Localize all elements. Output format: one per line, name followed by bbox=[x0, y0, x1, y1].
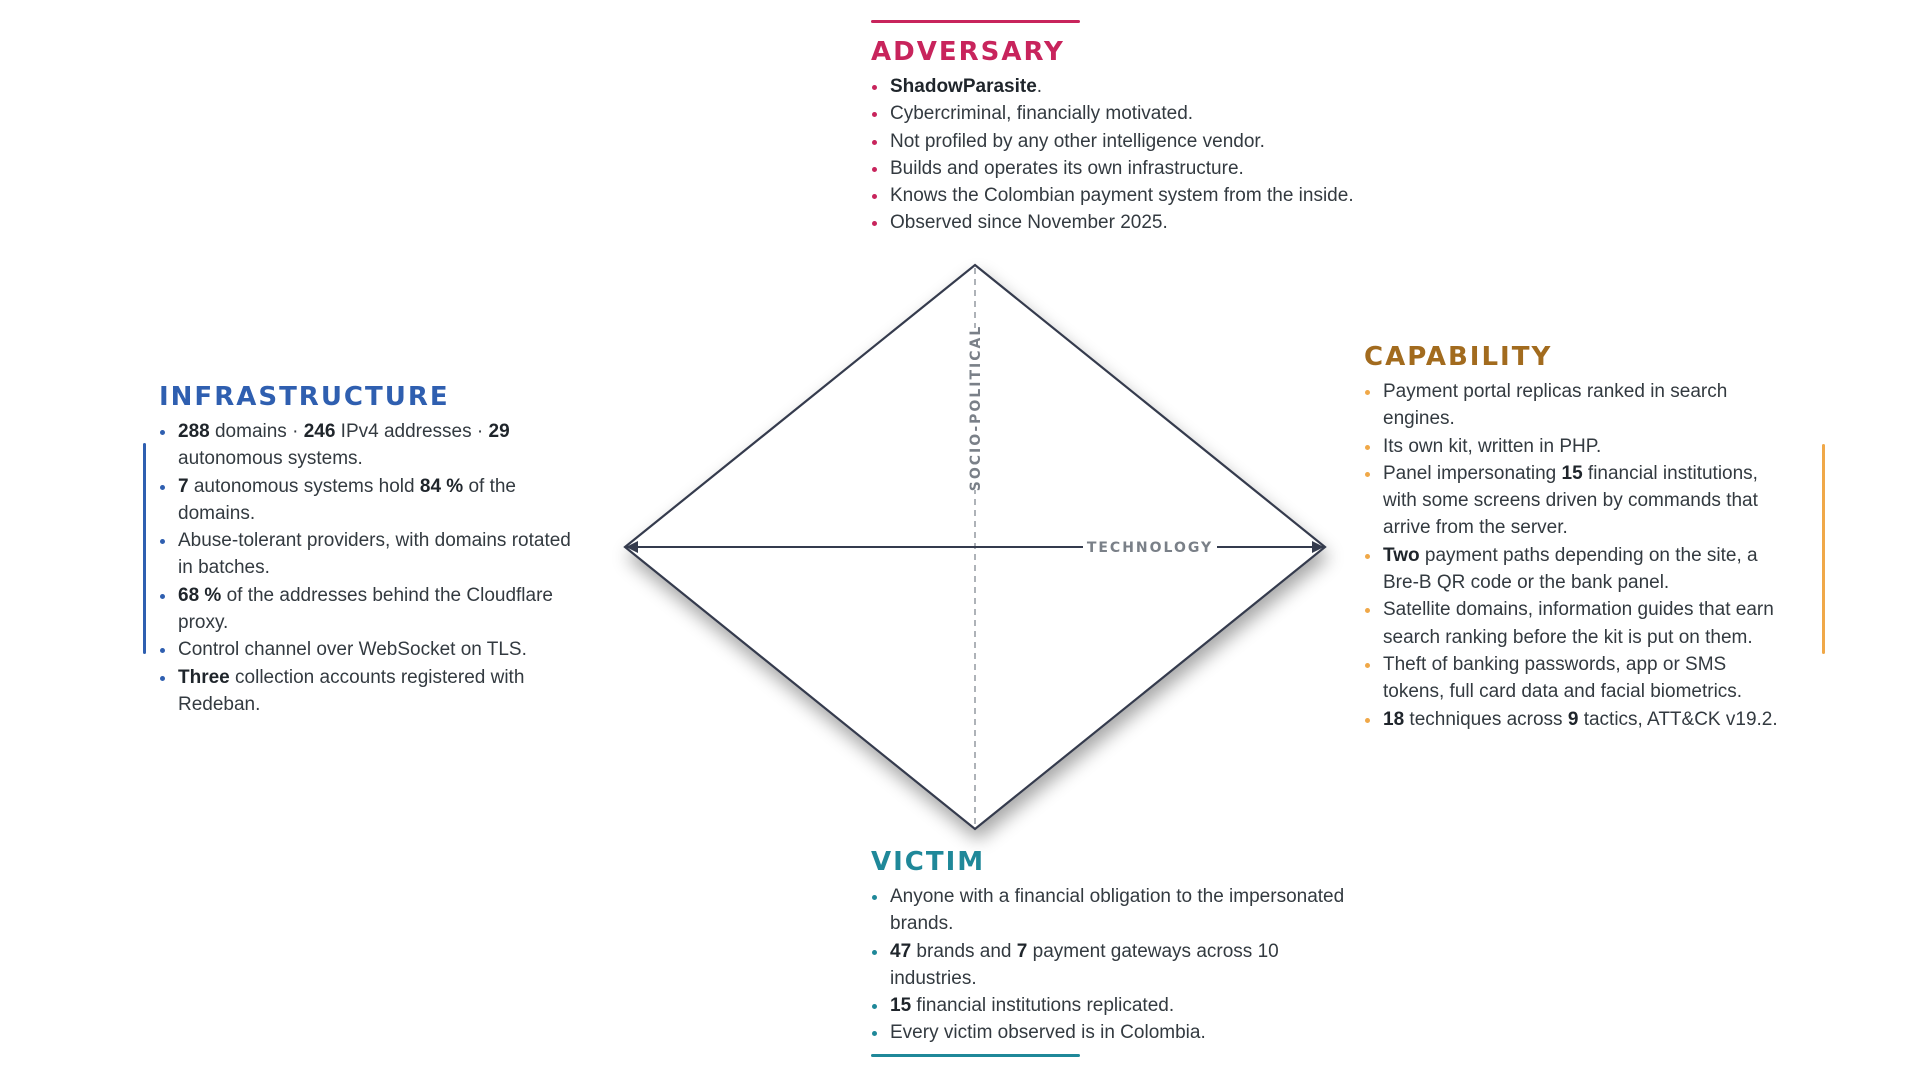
highlight-value: 84 % bbox=[419, 475, 464, 497]
highlight-value: 29 bbox=[488, 421, 510, 442]
infrastructure-list-item: Three collection accounts registered with Redeban. bbox=[159, 664, 584, 719]
infrastructure-list-item: 68 % of the addresses behind the Cloudflare proxy. bbox=[159, 582, 584, 637]
victim-bottom-rule bbox=[871, 1054, 1080, 1057]
adversary-block bbox=[871, 35, 1431, 237]
capability-list-item: Its own kit, written in PHP. bbox=[1364, 433, 1789, 460]
highlight-value: 7 bbox=[178, 475, 189, 497]
highlight-value: 68 % bbox=[178, 584, 222, 606]
capability-side-rule bbox=[1822, 444, 1825, 654]
victim-title: VICTIM bbox=[871, 847, 986, 877]
highlight-value: 15 bbox=[1561, 462, 1583, 484]
highlight-value: 288 bbox=[178, 421, 210, 442]
adversary-list bbox=[871, 73, 1431, 237]
highlight-value: 15 bbox=[890, 995, 912, 1017]
highlight-value: Two bbox=[1383, 544, 1420, 566]
capability-list-item: Panel impersonating 15 financial institutions, with some screens driven by commands that arrive from the server. bbox=[1364, 460, 1789, 542]
capability-title: CAPABILITY bbox=[1364, 342, 1553, 372]
highlight-value: ShadowParasite bbox=[890, 76, 1037, 97]
capability-block bbox=[1364, 340, 1789, 733]
capability-list-item: Payment portal replicas ranked in search engines. bbox=[1364, 378, 1789, 433]
highlight-value: 7 bbox=[1016, 940, 1028, 962]
highlight-value: 9 bbox=[1567, 708, 1579, 730]
highlight-value: 47 bbox=[890, 940, 912, 962]
highlight-value: 246 bbox=[303, 421, 336, 442]
adversary-list-item: Knows the Colombian payment system from the inside. bbox=[871, 182, 1431, 209]
infrastructure-side-rule bbox=[143, 443, 146, 654]
victim-list-item: 15 financial institutions replicated. bbox=[871, 992, 1361, 1019]
adversary-list-item: Observed since November 2025. bbox=[871, 209, 1431, 236]
capability-list-item: Theft of banking passwords, app or SMS tokens, full card data and facial biometrics. bbox=[1364, 651, 1789, 706]
capability-list-item: Two payment paths depending on the site, a Bre-B QR code or the bank panel. bbox=[1364, 542, 1789, 597]
adversary-list-item: Builds and operates its own infrastructure. bbox=[871, 155, 1431, 182]
victim-list-item: 47 brands and 7 payment gateways across 10 industries. bbox=[871, 938, 1361, 993]
socio-political-label: SOCIO-POLITICAL bbox=[968, 324, 984, 492]
adversary-list-item: ShadowParasite. bbox=[871, 73, 1431, 100]
adversary-title: ADVERSARY bbox=[871, 37, 1065, 67]
infrastructure-list-item: Control channel over WebSocket on TLS. bbox=[159, 636, 584, 663]
adversary-list-item: Not profiled by any other intelligence vendor. bbox=[871, 128, 1431, 155]
highlight-value: Three bbox=[178, 666, 230, 688]
victim-list-item: Every victim observed is in Colombia. bbox=[871, 1019, 1361, 1046]
infrastructure-list bbox=[159, 418, 584, 718]
adversary-list-item: Cybercriminal, financially motivated. bbox=[871, 100, 1431, 127]
victim-list-item: Anyone with a financial obligation to the impersonated brands. bbox=[871, 883, 1361, 938]
capability-list bbox=[1364, 378, 1789, 733]
infrastructure-title: INFRASTRUCTURE bbox=[159, 382, 450, 412]
highlight-value: 18 bbox=[1383, 708, 1405, 730]
infrastructure-list-item: 7 autonomous systems hold 84 % of the domains. bbox=[159, 473, 584, 528]
capability-list-item: Satellite domains, information guides that earn search ranking before the kit is put on them. bbox=[1364, 596, 1789, 651]
adversary-top-rule bbox=[871, 20, 1080, 23]
victim-block bbox=[871, 845, 1361, 1047]
infrastructure-block bbox=[159, 380, 584, 718]
victim-list bbox=[871, 883, 1361, 1047]
infrastructure-list-item: 288 domains · 246 IPv4 addresses · 29 autonomous systems. bbox=[159, 418, 584, 473]
technology-label: TECHNOLOGY bbox=[1086, 540, 1214, 556]
capability-list-item: 18 techniques across 9 tactics, ATT&CK v19.2. bbox=[1364, 706, 1789, 733]
infrastructure-list-item: Abuse-tolerant providers, with domains rotated in batches. bbox=[159, 527, 584, 582]
